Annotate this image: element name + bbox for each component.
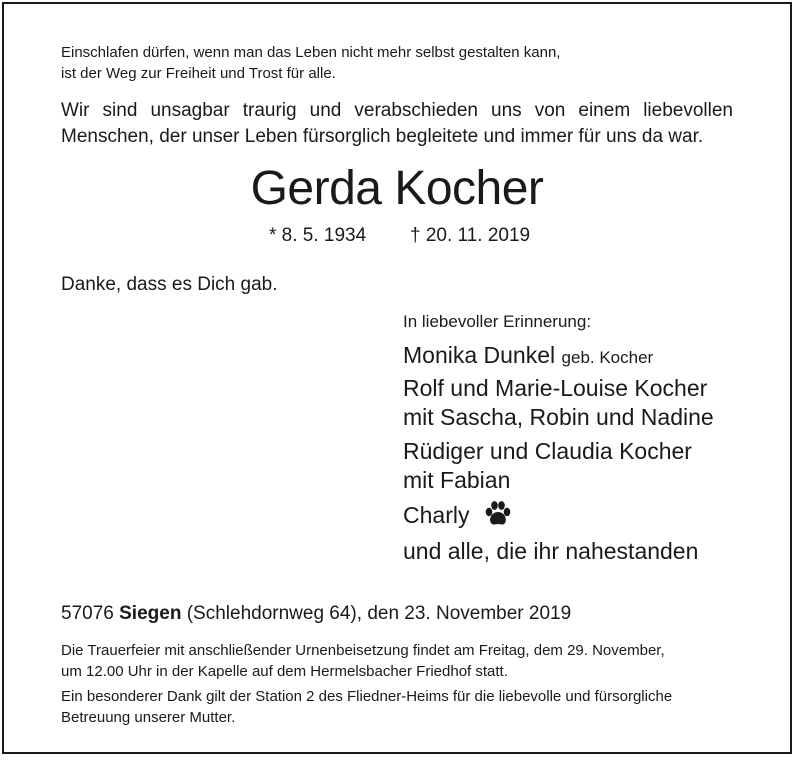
mourner-ruediger-children: mit Fabian [403,467,511,493]
funeral-line-2: um 12.00 Uhr in der Kapelle auf dem Hermelsbacher Friedhof statt. [61,663,508,680]
paw-print-icon [484,500,512,535]
intro-line-2: Menschen, der unser Leben fürsorglich begleitete und immer für uns da war. [61,126,704,147]
obituary-notice [2,2,792,754]
gratitude-line-2: Betreuung unserer Mutter. [61,709,236,726]
funeral-line-1: Die Trauerfeier mit anschließender Urnenbeisetzung findet am Freitag, dem 29. November, [61,642,665,659]
mourner-ruediger: Rüdiger und Claudia Kocher [403,438,692,464]
mourner-monika-name: Monika Dunkel [403,342,556,368]
address-line [61,601,571,627]
deceased-name: Gerda Kocher [250,162,544,215]
thanks-line: Danke, dass es Dich gab. [61,274,278,295]
motto-line-2: ist der Weg zur Freiheit und Trost für alle. [61,65,336,82]
mourner-others: und alle, die ihr nahestanden [403,538,699,564]
birth-date: * 8. 5. 1934 [269,225,367,246]
gratitude-line-1: Ein besonderer Dank gilt der Station 2 des Fliedner-Heims für die liebevolle und fürsorgliche [61,688,673,705]
mourner-charly-name: Charly [403,502,470,528]
address-city: Siegen [119,603,182,624]
mourner-monika-note: geb. Kocher [561,348,654,367]
mourner-rolf-children: mit Sascha, Robin und Nadine [403,404,714,430]
intro-line-1: Wir sind unsagbar traurig und verabschieden uns von einem liebevollen [61,100,733,121]
mourner-monika [403,340,653,373]
address-rest: (Schlehdornweg 64), den 23. November 2019 [186,603,572,624]
address-postcode: 57076 [61,603,114,624]
mourner-rolf: Rolf und Marie-Louise Kocher [403,375,708,401]
death-date: † 20. 11. 2019 [410,225,531,246]
mourners-heading: In liebevoller Erinnerung: [403,312,592,331]
motto-line-1: Einschlafen dürfen, wenn man das Leben nicht mehr selbst gestalten kann, [61,44,561,61]
mourner-charly [403,500,512,535]
